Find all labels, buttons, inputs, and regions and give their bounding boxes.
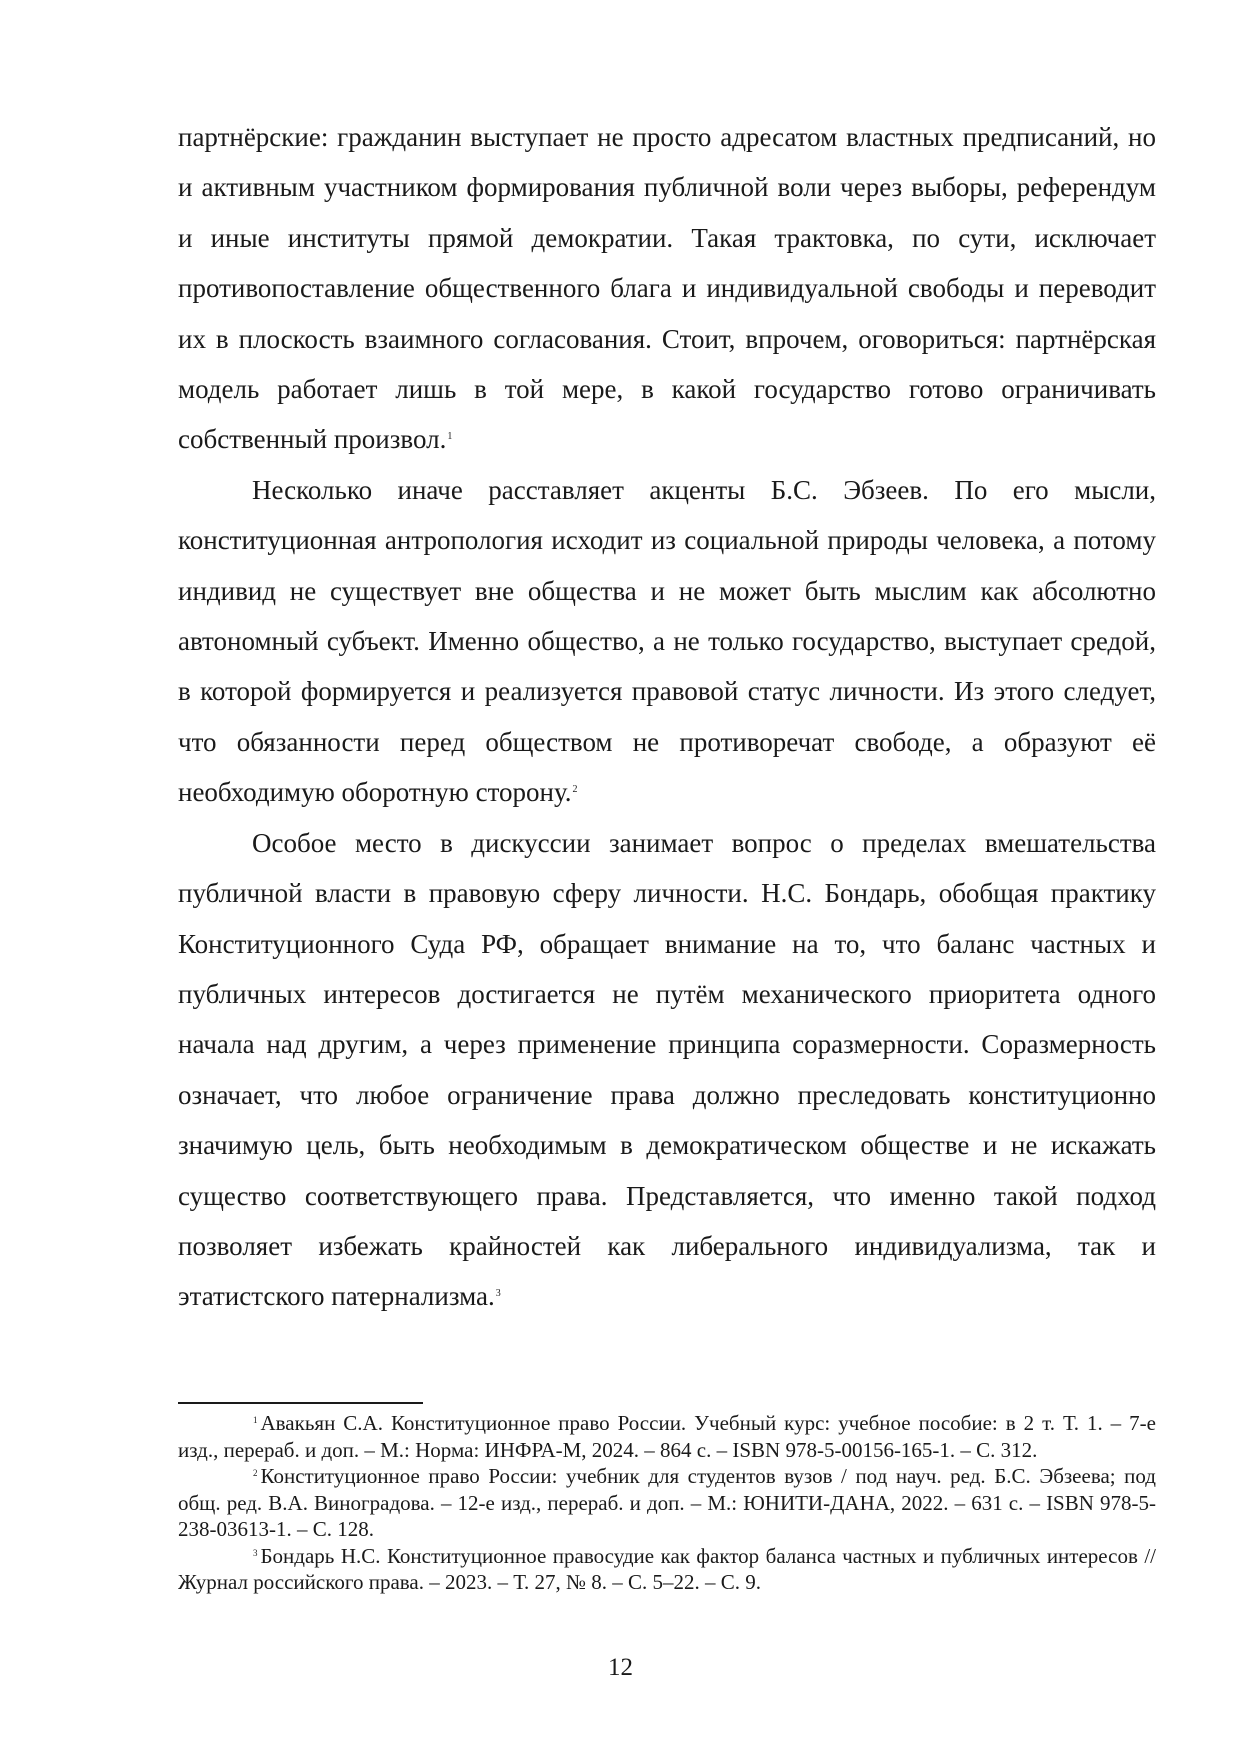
- footnote-ref[interactable]: 2: [572, 784, 578, 796]
- footnote-text: Бондарь Н.С. Конституционное правосудие как фактор баланса частных и публичных интересов // Журнал российского права. – 2023. – Т. 27, № 8. – С. 5–22. – С. 9.: [178, 1543, 1156, 1594]
- footnote-ref[interactable]: 3: [495, 1288, 501, 1300]
- paragraph-text: Особое место в дискуссии занимает вопрос о пределах вмешательства публичной власти в правовую сферу личности. Н.С. Бондарь, обобщая практику Конституционного Суда РФ, обращает внимание на то, что баланс частных и публичных интересов достигается не путём механического приоритета одного начала над другим, а через применение принципа соразмерности. Соразмерность означает, что любое ограничение права должно преследовать конституционно значимую цель, быть необходимым в демократическом обществе и не искажать существо соответствующего права. Представляется, что именно такой подход позволяет избежать крайностей как либерального индивидуализма, так и этатистского патернализма.: [178, 827, 1156, 1312]
- body-paragraph-1: [178, 112, 1156, 465]
- footnote-mark: 2: [253, 1468, 258, 1478]
- footnote-text: Авакьян С.А. Конституционное право России. Учебный курс: учебное пособие: в 2 т. Т. 1. – 7-е изд., перераб. и доп. – М.: Норма: ИНФРА-М, 2024. – 864 с. – ISBN 978-5-00156-165-1. – С. 312.: [178, 1411, 1156, 1462]
- footnote-mark: 3: [253, 1547, 258, 1558]
- footnotes: [178, 1410, 1156, 1596]
- footnote-1: [178, 1410, 1156, 1463]
- footnote-3: [178, 1543, 1156, 1596]
- page-body: [178, 112, 1156, 1322]
- footnote-text: Конституционное право России: учебник для студентов вузов / под науч. ред. Б.С. Эбзеева; под общ. ред. В.А. Виноградова. – 12-е изд., перераб. и доп. – М.: ЮНИТИ-ДАНА, 2022. – 631 с. – ISBN 978-5-238-03613-1. – С. 128.: [178, 1464, 1156, 1541]
- footnote-2: [178, 1463, 1156, 1543]
- body-paragraph-3: [178, 818, 1156, 1322]
- page-number: 12: [608, 1654, 633, 1681]
- footnote-separator: [178, 1402, 423, 1404]
- footnote-ref[interactable]: 1: [447, 431, 453, 443]
- paragraph-text: партнёрские: гражданин выступает не просто адресатом властных предписаний, но и активным участником формирования публичной воли через выборы, референдум и иные институты прямой демократии. Такая трактовка, по сути, исключает противопоставление общественного блага и индивидуальной свободы и переводит их в плоскость взаимного согласования. Стоит, впрочем, оговориться: партнёрская модель работает лишь в той мере, в какой государство готово ограничивать собственный произвол.: [178, 122, 1156, 455]
- body-paragraph-2: [178, 465, 1156, 818]
- footnote-mark: 1: [253, 1415, 258, 1425]
- paragraph-text: Несколько иначе расставляет акценты Б.С. Эбзеев. По его мысли, конституционная антропология исходит из социальной природы человека, а потому индивид не существует вне общества и не может быть мыслим как абсолютно автономный субъект. Именно общество, а не только государство, выступает средой, в которой формируется и реализуется правовой статус личности. Из этого следует, что обязанности перед обществом не противоречат свободе, а образуют её необходимую оборотную сторону.: [178, 474, 1156, 808]
